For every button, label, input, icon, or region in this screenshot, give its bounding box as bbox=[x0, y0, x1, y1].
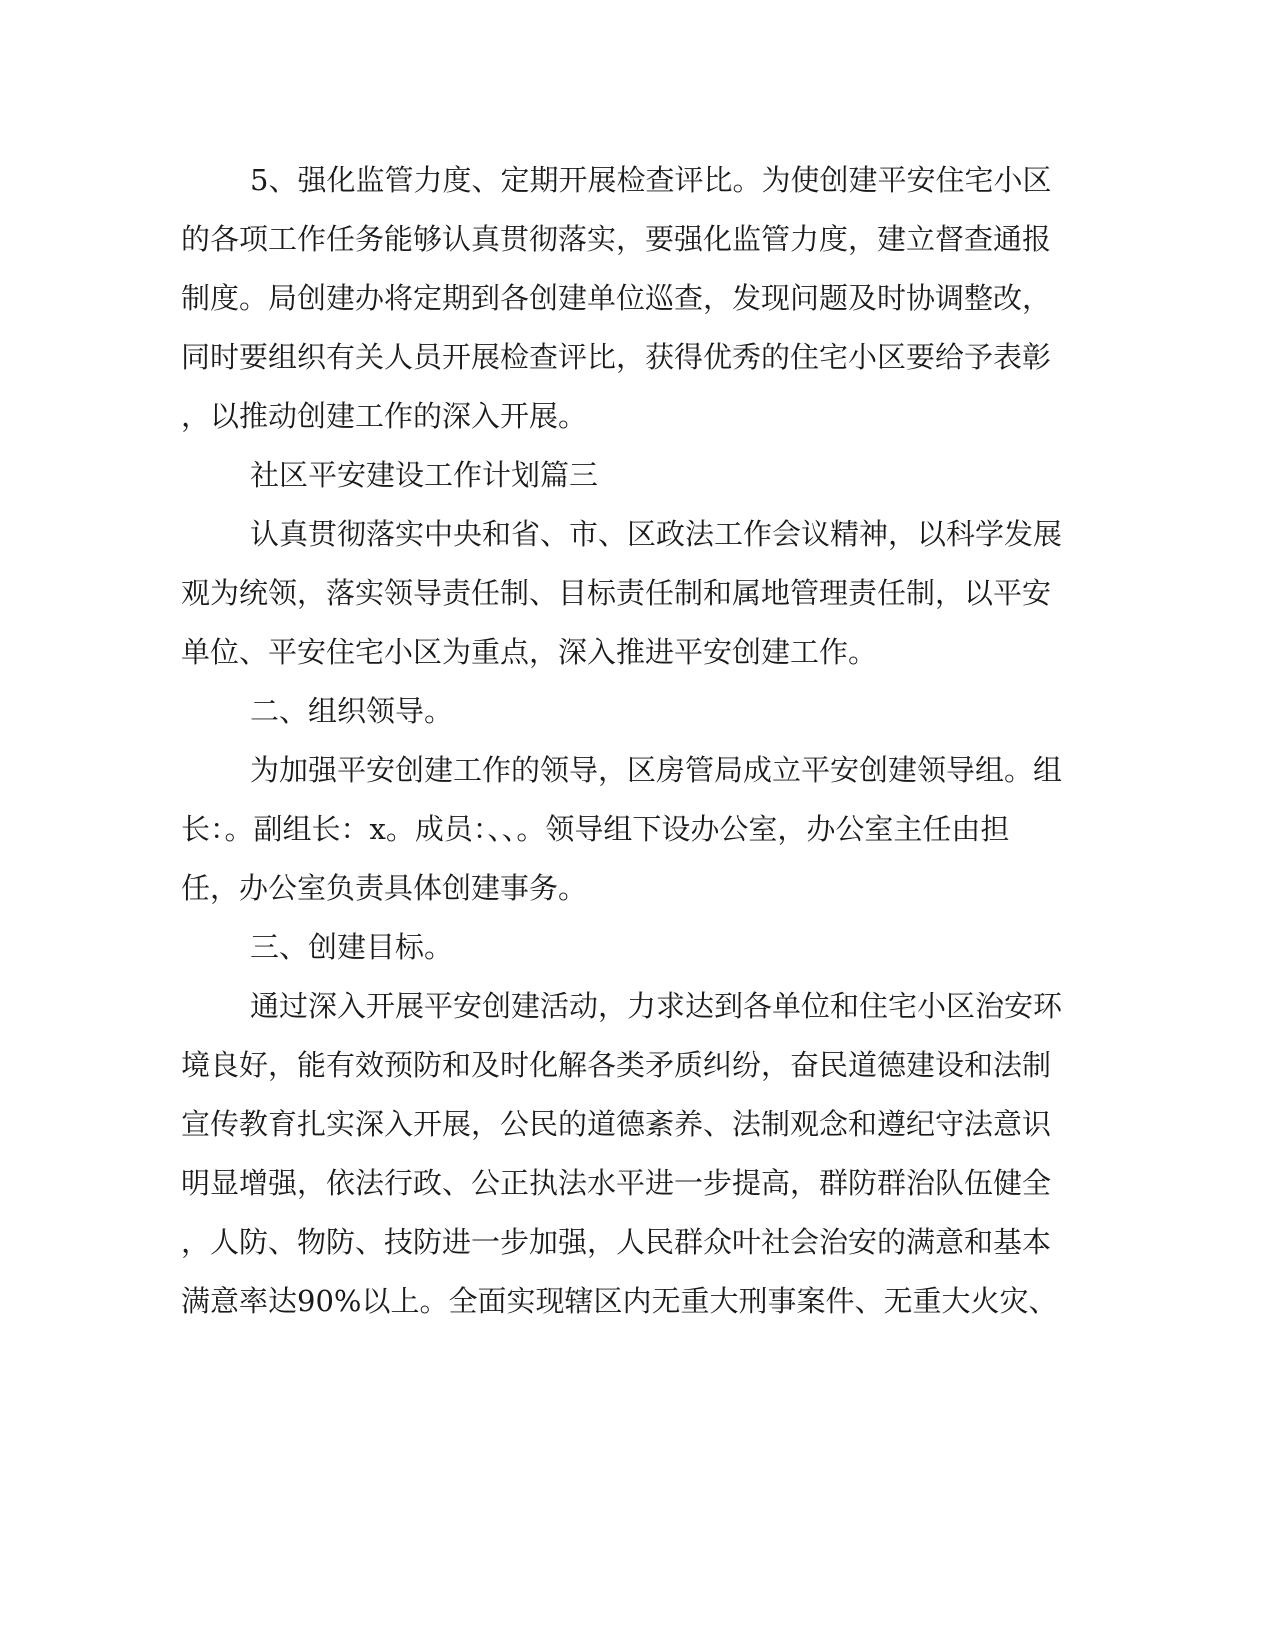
paragraph-4-line-2: 境良好，能有效预防和及时化解各类矛质纠纷，奋民道德建设和法制 bbox=[181, 1048, 1052, 1082]
paragraph-1-line-5: ，以推动创建工作的深入开展。 bbox=[181, 399, 588, 433]
paragraph-4-line-3: 宣传教育扎实深入开展，公民的道德紊养、法制观念和遵纪守法意识 bbox=[181, 1107, 1052, 1141]
paragraph-3-line-3: 任，办公室负责具体创建事务。 bbox=[181, 871, 588, 905]
section-heading: 社区平安建设工作计划篇三 bbox=[250, 458, 599, 492]
paragraph-3-line-2: 长：。副组长：x。成员：、、。领导组下设办公室，办公室主任由担 bbox=[181, 812, 1010, 846]
paragraph-2-line-2: 观为统领，落实领导责任制、目标责任制和属地管理责任制，以平安 bbox=[181, 576, 1052, 610]
paragraph-2-line-1: 认真贯彻落实中央和省、市、区政法工作会议精神，以科学发展 bbox=[250, 517, 1063, 551]
paragraph-2-line-3: 单位、平安住宅小区为重点，深入推进平安创建工作。 bbox=[181, 635, 878, 669]
paragraph-4-line-5: ，人防、物防、技防进一步加强，人民群众叶社会治安的满意和基本 bbox=[181, 1225, 1052, 1259]
paragraph-4-line-1: 通过深入开展平安创建活动，力求达到各单位和住宅小区治安环 bbox=[250, 989, 1063, 1023]
paragraph-1-line-2: 的各项工作任务能够认真贯彻落实，要强化监管力度，建立督查通报 bbox=[181, 222, 1052, 256]
paragraph-3-line-1: 为加强平安创建工作的领导，区房管局成立平安创建领导组。组 bbox=[250, 753, 1063, 787]
paragraph-1-line-3: 制度。局创建办将定期到各创建单位巡查，发现问题及时协调整改， bbox=[181, 281, 1052, 315]
paragraph-1-line-4: 同时要组织有关人员开展检查评比，获得优秀的住宅小区要给予表彰 bbox=[181, 340, 1052, 374]
subheading-goals: 三、创建目标。 bbox=[250, 930, 454, 964]
subheading-organization: 二、组织领导。 bbox=[250, 694, 454, 728]
paragraph-4-line-6: 满意率达90%以上。全面实现辖区内无重大刑事案件、无重大火灾、 bbox=[181, 1284, 1058, 1318]
paragraph-1-line-1: 5、强化监管力度、定期开展检查评比。为使创建平安住宅小区 bbox=[250, 163, 1052, 197]
paragraph-4-line-4: 明显增强，依法行政、公正执法水平进一步提高，群防群治队伍健全 bbox=[181, 1166, 1052, 1200]
